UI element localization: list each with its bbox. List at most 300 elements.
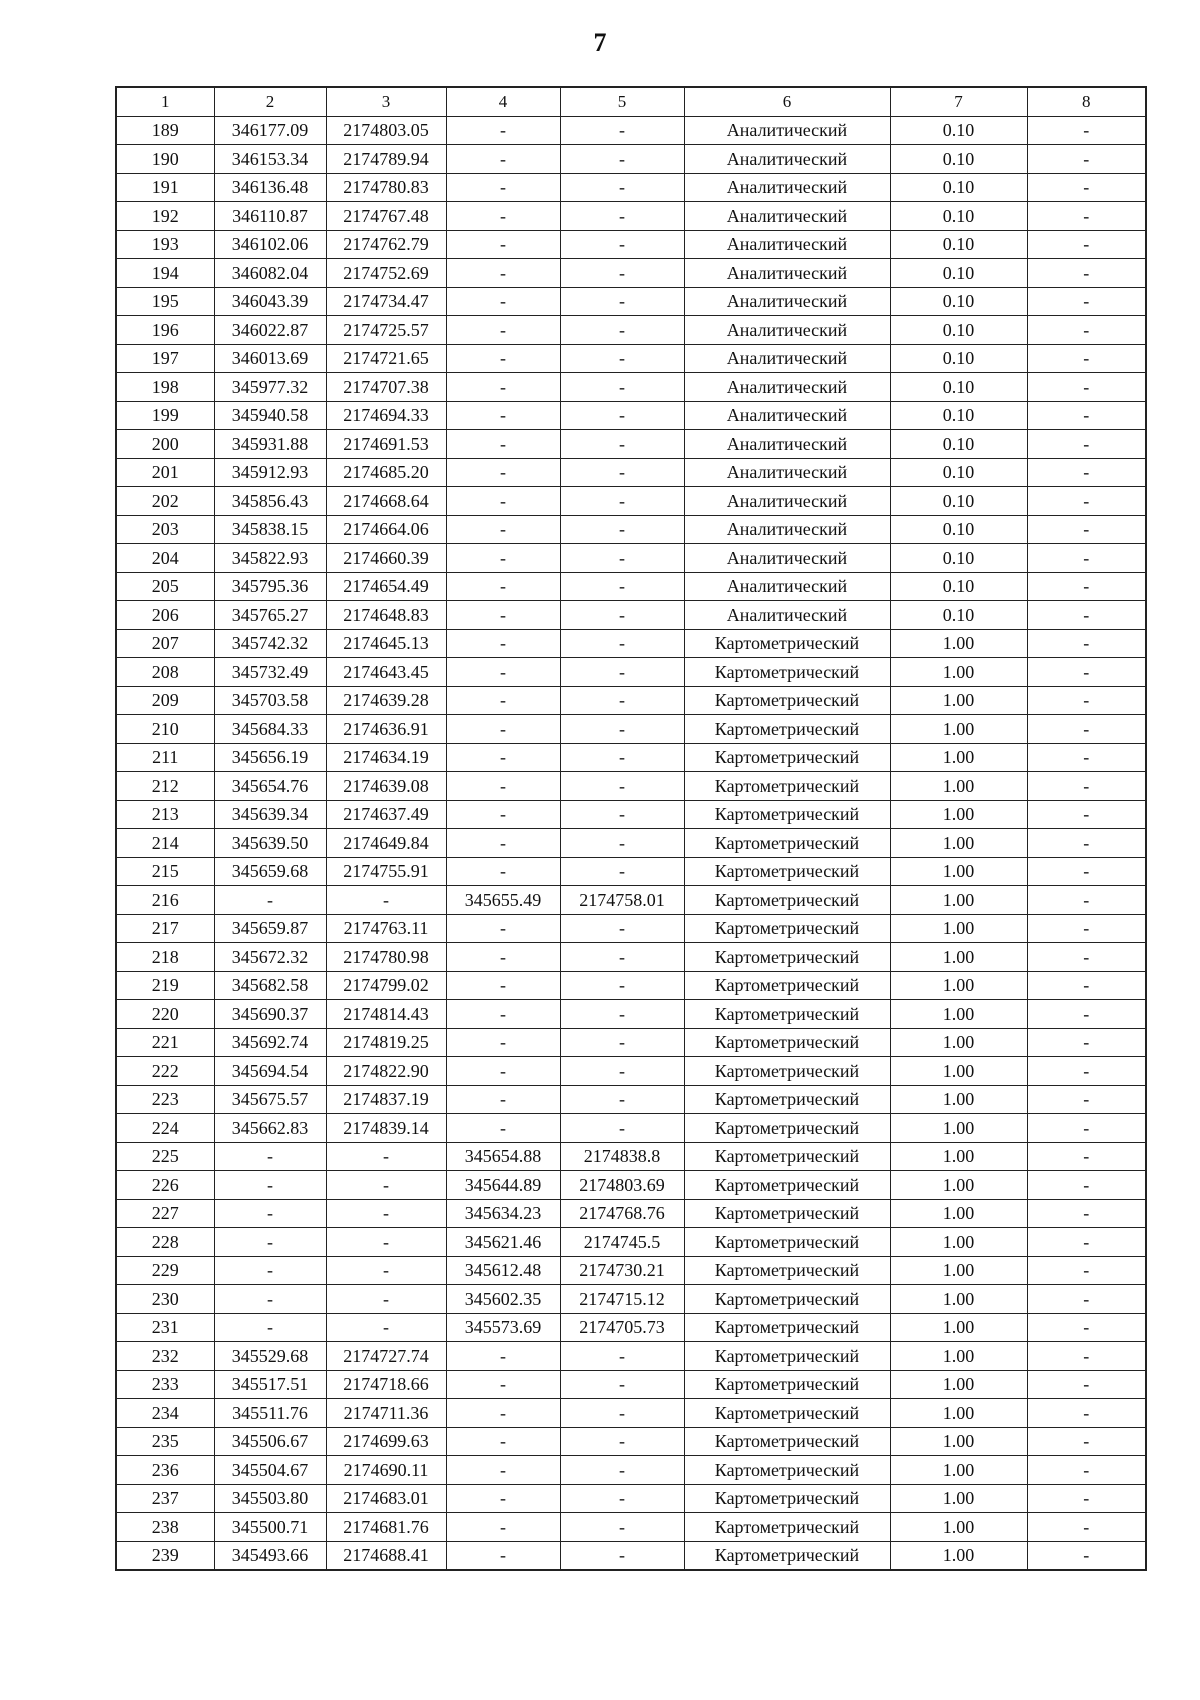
- new-x-coordinate-cell: -: [446, 1342, 560, 1371]
- x-coordinate-cell: 345672.32: [214, 943, 326, 972]
- note-cell: -: [1027, 857, 1146, 886]
- new-x-coordinate-cell: -: [446, 743, 560, 772]
- note-cell: -: [1027, 487, 1146, 516]
- table-row: [116, 1114, 1146, 1143]
- x-coordinate-cell: 345912.93: [214, 458, 326, 487]
- new-y-coordinate-cell: -: [560, 230, 684, 259]
- method-cell: Картометрический: [684, 886, 890, 915]
- new-y-coordinate-cell: -: [560, 971, 684, 1000]
- accuracy-cell: 1.00: [890, 658, 1027, 687]
- x-coordinate-cell: 345856.43: [214, 487, 326, 516]
- accuracy-cell: 1.00: [890, 800, 1027, 829]
- y-coordinate-cell: 2174664.06: [326, 515, 446, 544]
- accuracy-cell: 1.00: [890, 1399, 1027, 1428]
- y-coordinate-cell: -: [326, 1256, 446, 1285]
- x-coordinate-cell: 345659.87: [214, 914, 326, 943]
- note-cell: -: [1027, 1484, 1146, 1513]
- x-coordinate-cell: 345822.93: [214, 544, 326, 573]
- method-cell: Картометрический: [684, 1000, 890, 1029]
- accuracy-cell: 0.10: [890, 430, 1027, 459]
- x-coordinate-cell: 345503.80: [214, 1484, 326, 1513]
- y-coordinate-cell: 2174839.14: [326, 1114, 446, 1143]
- note-cell: -: [1027, 202, 1146, 231]
- y-coordinate-cell: 2174803.05: [326, 116, 446, 145]
- accuracy-cell: 0.10: [890, 230, 1027, 259]
- method-cell: Картометрический: [684, 1399, 890, 1428]
- point-number-cell: 194: [116, 259, 214, 288]
- accuracy-cell: 0.10: [890, 487, 1027, 516]
- y-coordinate-cell: -: [326, 1142, 446, 1171]
- point-number-cell: 234: [116, 1399, 214, 1428]
- note-cell: -: [1027, 1142, 1146, 1171]
- table-row: [116, 857, 1146, 886]
- point-number-cell: 235: [116, 1427, 214, 1456]
- y-coordinate-cell: 2174789.94: [326, 145, 446, 174]
- x-coordinate-cell: 345703.58: [214, 686, 326, 715]
- point-number-cell: 229: [116, 1256, 214, 1285]
- y-coordinate-cell: 2174780.98: [326, 943, 446, 972]
- accuracy-cell: 1.00: [890, 1028, 1027, 1057]
- point-number-cell: 206: [116, 601, 214, 630]
- new-y-coordinate-cell: -: [560, 458, 684, 487]
- accuracy-cell: 1.00: [890, 1085, 1027, 1114]
- new-y-coordinate-cell: -: [560, 1513, 684, 1542]
- header-row: [116, 87, 1146, 116]
- new-x-coordinate-cell: -: [446, 715, 560, 744]
- method-cell: Картометрический: [684, 1085, 890, 1114]
- x-coordinate-cell: -: [214, 1199, 326, 1228]
- method-cell: Картометрический: [684, 1142, 890, 1171]
- note-cell: -: [1027, 772, 1146, 801]
- accuracy-cell: 0.10: [890, 145, 1027, 174]
- note-cell: -: [1027, 715, 1146, 744]
- point-number-cell: 198: [116, 373, 214, 402]
- point-number-cell: 215: [116, 857, 214, 886]
- method-cell: Картометрический: [684, 943, 890, 972]
- note-cell: -: [1027, 287, 1146, 316]
- point-number-cell: 216: [116, 886, 214, 915]
- accuracy-cell: 0.10: [890, 202, 1027, 231]
- note-cell: -: [1027, 173, 1146, 202]
- point-number-cell: 230: [116, 1285, 214, 1314]
- new-x-coordinate-cell: 345634.23: [446, 1199, 560, 1228]
- new-x-coordinate-cell: -: [446, 259, 560, 288]
- x-coordinate-cell: 345694.54: [214, 1057, 326, 1086]
- method-cell: Картометрический: [684, 914, 890, 943]
- point-number-cell: 214: [116, 829, 214, 858]
- method-cell: Картометрический: [684, 1285, 890, 1314]
- table-row: [116, 971, 1146, 1000]
- x-coordinate-cell: -: [214, 1256, 326, 1285]
- note-cell: -: [1027, 1513, 1146, 1542]
- accuracy-cell: 1.00: [890, 857, 1027, 886]
- column-header: 6: [684, 87, 890, 116]
- note-cell: -: [1027, 1085, 1146, 1114]
- table-row: [116, 145, 1146, 174]
- new-y-coordinate-cell: -: [560, 1484, 684, 1513]
- table-row: [116, 202, 1146, 231]
- method-cell: Аналитический: [684, 401, 890, 430]
- note-cell: -: [1027, 1114, 1146, 1143]
- method-cell: Картометрический: [684, 1342, 890, 1371]
- note-cell: -: [1027, 1256, 1146, 1285]
- table-row: [116, 430, 1146, 459]
- table-row: [116, 1513, 1146, 1542]
- x-coordinate-cell: -: [214, 886, 326, 915]
- note-cell: -: [1027, 230, 1146, 259]
- new-y-coordinate-cell: -: [560, 316, 684, 345]
- accuracy-cell: 1.00: [890, 1513, 1027, 1542]
- table-row: [116, 686, 1146, 715]
- accuracy-cell: 1.00: [890, 1256, 1027, 1285]
- note-cell: -: [1027, 658, 1146, 687]
- table-row: [116, 230, 1146, 259]
- accuracy-cell: 1.00: [890, 971, 1027, 1000]
- accuracy-cell: 1.00: [890, 1057, 1027, 1086]
- y-coordinate-cell: 2174685.20: [326, 458, 446, 487]
- y-coordinate-cell: -: [326, 1285, 446, 1314]
- method-cell: Картометрический: [684, 629, 890, 658]
- x-coordinate-cell: 346136.48: [214, 173, 326, 202]
- accuracy-cell: 1.00: [890, 1114, 1027, 1143]
- point-number-cell: 201: [116, 458, 214, 487]
- method-cell: Картометрический: [684, 829, 890, 858]
- y-coordinate-cell: 2174767.48: [326, 202, 446, 231]
- method-cell: Картометрический: [684, 971, 890, 1000]
- new-y-coordinate-cell: -: [560, 287, 684, 316]
- accuracy-cell: 1.00: [890, 1171, 1027, 1200]
- column-header: 2: [214, 87, 326, 116]
- x-coordinate-cell: 345654.76: [214, 772, 326, 801]
- new-x-coordinate-cell: -: [446, 1513, 560, 1542]
- new-x-coordinate-cell: -: [446, 772, 560, 801]
- y-coordinate-cell: 2174690.11: [326, 1456, 446, 1485]
- page-number: 7: [593, 28, 607, 57]
- note-cell: -: [1027, 344, 1146, 373]
- new-y-coordinate-cell: -: [560, 344, 684, 373]
- table-row: [116, 1484, 1146, 1513]
- accuracy-cell: 1.00: [890, 1427, 1027, 1456]
- x-coordinate-cell: 345656.19: [214, 743, 326, 772]
- note-cell: -: [1027, 259, 1146, 288]
- y-coordinate-cell: -: [326, 1228, 446, 1257]
- note-cell: -: [1027, 145, 1146, 174]
- method-cell: Картометрический: [684, 1427, 890, 1456]
- table-row: [116, 1456, 1146, 1485]
- y-coordinate-cell: 2174707.38: [326, 373, 446, 402]
- new-x-coordinate-cell: -: [446, 202, 560, 231]
- y-coordinate-cell: 2174725.57: [326, 316, 446, 345]
- accuracy-cell: 0.10: [890, 572, 1027, 601]
- x-coordinate-cell: 345838.15: [214, 515, 326, 544]
- accuracy-cell: 1.00: [890, 743, 1027, 772]
- x-coordinate-cell: 345977.32: [214, 373, 326, 402]
- new-x-coordinate-cell: -: [446, 601, 560, 630]
- new-x-coordinate-cell: -: [446, 401, 560, 430]
- method-cell: Картометрический: [684, 1256, 890, 1285]
- new-x-coordinate-cell: 345573.69: [446, 1313, 560, 1342]
- y-coordinate-cell: 2174645.13: [326, 629, 446, 658]
- note-cell: -: [1027, 458, 1146, 487]
- new-y-coordinate-cell: -: [560, 1057, 684, 1086]
- point-number-cell: 237: [116, 1484, 214, 1513]
- new-x-coordinate-cell: -: [446, 943, 560, 972]
- table-row: [116, 173, 1146, 202]
- y-coordinate-cell: 2174762.79: [326, 230, 446, 259]
- x-coordinate-cell: 345639.50: [214, 829, 326, 858]
- point-number-cell: 204: [116, 544, 214, 573]
- new-x-coordinate-cell: 345644.89: [446, 1171, 560, 1200]
- x-coordinate-cell: 345529.68: [214, 1342, 326, 1371]
- point-number-cell: 211: [116, 743, 214, 772]
- column-header: 3: [326, 87, 446, 116]
- table-row: [116, 1256, 1146, 1285]
- new-y-coordinate-cell: -: [560, 601, 684, 630]
- accuracy-cell: 1.00: [890, 1000, 1027, 1029]
- note-cell: -: [1027, 1399, 1146, 1428]
- accuracy-cell: 1.00: [890, 914, 1027, 943]
- accuracy-cell: 0.10: [890, 373, 1027, 402]
- method-cell: Аналитический: [684, 173, 890, 202]
- note-cell: -: [1027, 1427, 1146, 1456]
- method-cell: Аналитический: [684, 316, 890, 345]
- y-coordinate-cell: 2174721.65: [326, 344, 446, 373]
- x-coordinate-cell: 345795.36: [214, 572, 326, 601]
- new-x-coordinate-cell: -: [446, 344, 560, 373]
- point-number-cell: 197: [116, 344, 214, 373]
- new-x-coordinate-cell: -: [446, 515, 560, 544]
- note-cell: -: [1027, 430, 1146, 459]
- point-number-cell: 224: [116, 1114, 214, 1143]
- new-x-coordinate-cell: -: [446, 173, 560, 202]
- method-cell: Картометрический: [684, 772, 890, 801]
- point-number-cell: 239: [116, 1541, 214, 1570]
- y-coordinate-cell: 2174837.19: [326, 1085, 446, 1114]
- new-x-coordinate-cell: -: [446, 230, 560, 259]
- new-x-coordinate-cell: -: [446, 1484, 560, 1513]
- y-coordinate-cell: 2174688.41: [326, 1541, 446, 1570]
- y-coordinate-cell: 2174691.53: [326, 430, 446, 459]
- method-cell: Картометрический: [684, 857, 890, 886]
- accuracy-cell: 0.10: [890, 173, 1027, 202]
- new-x-coordinate-cell: -: [446, 1541, 560, 1570]
- method-cell: Картометрический: [684, 743, 890, 772]
- y-coordinate-cell: -: [326, 1313, 446, 1342]
- new-x-coordinate-cell: -: [446, 686, 560, 715]
- table-row: [116, 316, 1146, 345]
- new-y-coordinate-cell: -: [560, 1427, 684, 1456]
- x-coordinate-cell: 345742.32: [214, 629, 326, 658]
- table-row: [116, 829, 1146, 858]
- point-number-cell: 231: [116, 1313, 214, 1342]
- new-x-coordinate-cell: -: [446, 1370, 560, 1399]
- x-coordinate-cell: 345493.66: [214, 1541, 326, 1570]
- table-row: [116, 515, 1146, 544]
- point-number-cell: 226: [116, 1171, 214, 1200]
- new-y-coordinate-cell: -: [560, 116, 684, 145]
- point-number-cell: 225: [116, 1142, 214, 1171]
- x-coordinate-cell: -: [214, 1285, 326, 1314]
- point-number-cell: 227: [116, 1199, 214, 1228]
- new-x-coordinate-cell: -: [446, 458, 560, 487]
- new-x-coordinate-cell: -: [446, 572, 560, 601]
- method-cell: Картометрический: [684, 1057, 890, 1086]
- table-row: [116, 629, 1146, 658]
- method-cell: Аналитический: [684, 430, 890, 459]
- new-x-coordinate-cell: -: [446, 1456, 560, 1485]
- y-coordinate-cell: 2174763.11: [326, 914, 446, 943]
- accuracy-cell: 1.00: [890, 829, 1027, 858]
- new-y-coordinate-cell: -: [560, 743, 684, 772]
- new-x-coordinate-cell: -: [446, 430, 560, 459]
- y-coordinate-cell: 2174649.84: [326, 829, 446, 858]
- y-coordinate-cell: 2174636.91: [326, 715, 446, 744]
- x-coordinate-cell: -: [214, 1228, 326, 1257]
- new-x-coordinate-cell: -: [446, 373, 560, 402]
- new-x-coordinate-cell: -: [446, 145, 560, 174]
- y-coordinate-cell: 2174668.64: [326, 487, 446, 516]
- point-number-cell: 200: [116, 430, 214, 459]
- method-cell: Аналитический: [684, 487, 890, 516]
- new-y-coordinate-cell: -: [560, 373, 684, 402]
- table-row: [116, 715, 1146, 744]
- x-coordinate-cell: 345506.67: [214, 1427, 326, 1456]
- y-coordinate-cell: 2174799.02: [326, 971, 446, 1000]
- note-cell: -: [1027, 1057, 1146, 1086]
- y-coordinate-cell: 2174634.19: [326, 743, 446, 772]
- accuracy-cell: 1.00: [890, 1342, 1027, 1371]
- column-header: 1: [116, 87, 214, 116]
- method-cell: Картометрический: [684, 658, 890, 687]
- new-x-coordinate-cell: -: [446, 116, 560, 145]
- new-y-coordinate-cell: -: [560, 1085, 684, 1114]
- table-body: [116, 116, 1146, 1570]
- y-coordinate-cell: 2174643.45: [326, 658, 446, 687]
- new-x-coordinate-cell: -: [446, 658, 560, 687]
- new-y-coordinate-cell: -: [560, 914, 684, 943]
- new-x-coordinate-cell: -: [446, 800, 560, 829]
- x-coordinate-cell: 346177.09: [214, 116, 326, 145]
- y-coordinate-cell: 2174814.43: [326, 1000, 446, 1029]
- point-number-cell: 193: [116, 230, 214, 259]
- table-row: [116, 1228, 1146, 1257]
- x-coordinate-cell: 345500.71: [214, 1513, 326, 1542]
- column-header: 5: [560, 87, 684, 116]
- x-coordinate-cell: 345511.76: [214, 1399, 326, 1428]
- point-number-cell: 220: [116, 1000, 214, 1029]
- note-cell: -: [1027, 1313, 1146, 1342]
- y-coordinate-cell: -: [326, 1199, 446, 1228]
- new-y-coordinate-cell: -: [560, 1028, 684, 1057]
- new-y-coordinate-cell: -: [560, 857, 684, 886]
- x-coordinate-cell: 345682.58: [214, 971, 326, 1000]
- accuracy-cell: 1.00: [890, 1228, 1027, 1257]
- table-row: [116, 1370, 1146, 1399]
- y-coordinate-cell: 2174648.83: [326, 601, 446, 630]
- method-cell: Аналитический: [684, 230, 890, 259]
- new-y-coordinate-cell: 2174758.01: [560, 886, 684, 915]
- method-cell: Аналитический: [684, 373, 890, 402]
- note-cell: -: [1027, 686, 1146, 715]
- note-cell: -: [1027, 971, 1146, 1000]
- accuracy-cell: 1.00: [890, 629, 1027, 658]
- method-cell: Аналитический: [684, 116, 890, 145]
- table-row: [116, 1399, 1146, 1428]
- x-coordinate-cell: -: [214, 1142, 326, 1171]
- y-coordinate-cell: 2174819.25: [326, 1028, 446, 1057]
- point-number-cell: 222: [116, 1057, 214, 1086]
- table-row: [116, 344, 1146, 373]
- x-coordinate-cell: 346110.87: [214, 202, 326, 231]
- note-cell: -: [1027, 1342, 1146, 1371]
- new-x-coordinate-cell: -: [446, 487, 560, 516]
- new-y-coordinate-cell: -: [560, 202, 684, 231]
- new-x-coordinate-cell: -: [446, 1114, 560, 1143]
- new-x-coordinate-cell: -: [446, 287, 560, 316]
- point-number-cell: 205: [116, 572, 214, 601]
- method-cell: Картометрический: [684, 1541, 890, 1570]
- y-coordinate-cell: 2174683.01: [326, 1484, 446, 1513]
- table-row: [116, 1427, 1146, 1456]
- table-row: [116, 772, 1146, 801]
- table-row: [116, 1541, 1146, 1570]
- x-coordinate-cell: 346082.04: [214, 259, 326, 288]
- new-y-coordinate-cell: -: [560, 658, 684, 687]
- accuracy-cell: 0.10: [890, 116, 1027, 145]
- new-y-coordinate-cell: -: [560, 401, 684, 430]
- table-row: [116, 373, 1146, 402]
- point-number-cell: 238: [116, 1513, 214, 1542]
- new-x-coordinate-cell: -: [446, 1057, 560, 1086]
- table-row: [116, 401, 1146, 430]
- table-row: [116, 1085, 1146, 1114]
- accuracy-cell: 1.00: [890, 715, 1027, 744]
- table-row: [116, 743, 1146, 772]
- new-x-coordinate-cell: -: [446, 829, 560, 858]
- point-number-cell: 189: [116, 116, 214, 145]
- method-cell: Картометрический: [684, 1313, 890, 1342]
- table-row: [116, 943, 1146, 972]
- method-cell: Картометрический: [684, 1171, 890, 1200]
- point-number-cell: 228: [116, 1228, 214, 1257]
- accuracy-cell: 0.10: [890, 458, 1027, 487]
- method-cell: Картометрический: [684, 1513, 890, 1542]
- note-cell: -: [1027, 1370, 1146, 1399]
- method-cell: Картометрический: [684, 1370, 890, 1399]
- point-number-cell: 219: [116, 971, 214, 1000]
- new-x-coordinate-cell: -: [446, 1399, 560, 1428]
- x-coordinate-cell: 345732.49: [214, 658, 326, 687]
- table-row: [116, 658, 1146, 687]
- column-header: 7: [890, 87, 1027, 116]
- point-number-cell: 207: [116, 629, 214, 658]
- x-coordinate-cell: 346102.06: [214, 230, 326, 259]
- new-y-coordinate-cell: -: [560, 1399, 684, 1428]
- accuracy-cell: 0.10: [890, 259, 1027, 288]
- note-cell: -: [1027, 914, 1146, 943]
- point-number-cell: 236: [116, 1456, 214, 1485]
- y-coordinate-cell: 2174780.83: [326, 173, 446, 202]
- y-coordinate-cell: 2174660.39: [326, 544, 446, 573]
- new-y-coordinate-cell: -: [560, 686, 684, 715]
- new-y-coordinate-cell: -: [560, 572, 684, 601]
- new-x-coordinate-cell: -: [446, 544, 560, 573]
- method-cell: Аналитический: [684, 601, 890, 630]
- accuracy-cell: 0.10: [890, 401, 1027, 430]
- new-y-coordinate-cell: -: [560, 629, 684, 658]
- y-coordinate-cell: 2174734.47: [326, 287, 446, 316]
- new-y-coordinate-cell: -: [560, 1456, 684, 1485]
